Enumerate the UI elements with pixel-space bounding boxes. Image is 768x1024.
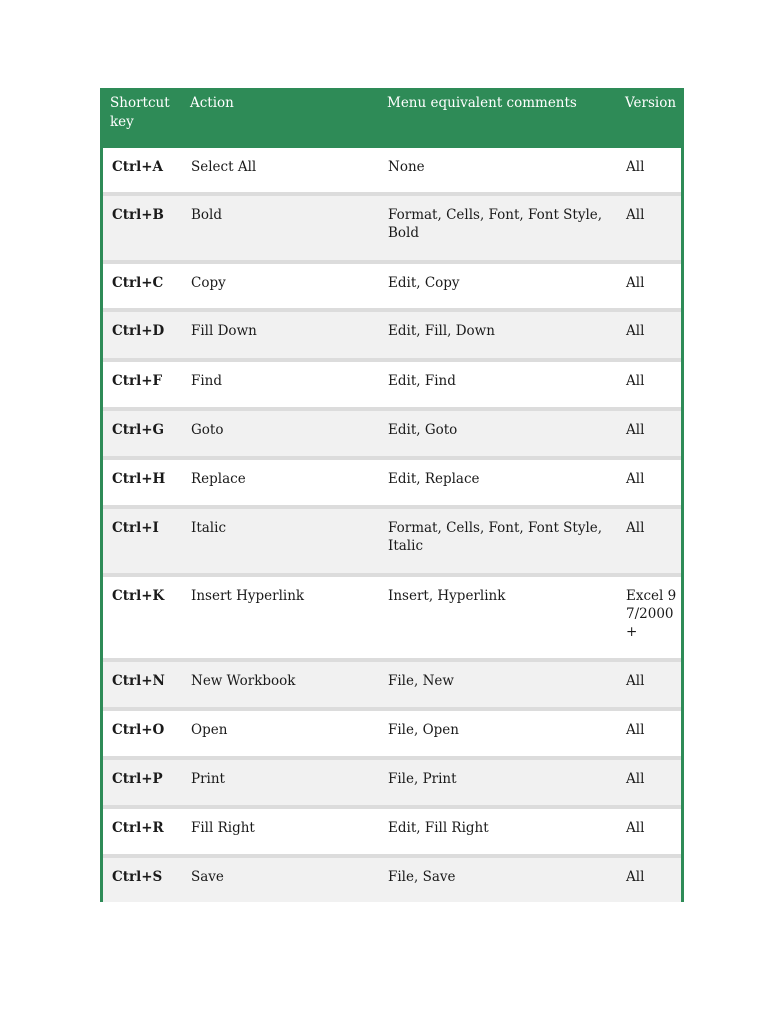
shortcut-key-cell: Ctrl+K [112, 588, 165, 604]
shortcut-key-cell: Ctrl+B [112, 207, 164, 223]
table-row [103, 312, 681, 362]
menu-cell: File, Print [388, 771, 457, 787]
action-cell: New Workbook [191, 673, 296, 689]
table-row [103, 577, 681, 662]
table-row [103, 662, 681, 711]
action-cell: Print [191, 771, 225, 787]
menu-cell: File, Save [388, 869, 456, 885]
shortcut-key-cell: Ctrl+I [112, 520, 159, 536]
action-cell: Open [191, 722, 228, 738]
action-cell: Goto [191, 422, 224, 438]
action-cell: Select All [191, 159, 257, 175]
shortcut-key-cell: Ctrl+F [112, 373, 163, 389]
menu-cell: Edit, Find [388, 373, 456, 389]
version-cell: All [626, 520, 645, 536]
shortcut-key-cell: Ctrl+R [112, 820, 164, 836]
menu-cell: Format, Cells, Font, Font Style, Italic [388, 520, 603, 554]
header-shortcut-key: Shortcut key [110, 95, 170, 130]
menu-cell: File, Open [388, 722, 459, 738]
menu-cell: None [388, 159, 425, 175]
version-cell: All [626, 673, 645, 689]
shortcut-key-cell: Ctrl+A [112, 159, 164, 175]
version-cell: All [626, 471, 645, 487]
action-cell: Italic [191, 520, 227, 536]
menu-cell: Edit, Copy [388, 275, 460, 291]
table-row [103, 760, 681, 809]
shortcut-key-cell: Ctrl+N [112, 673, 165, 689]
table-row [103, 264, 681, 312]
version-cell: All [626, 869, 645, 885]
shortcut-key-cell: Ctrl+C [112, 275, 164, 291]
action-cell: Fill Right [191, 820, 255, 836]
version-cell: All [626, 820, 645, 836]
version-cell: All [626, 771, 645, 787]
shortcut-key-cell: Ctrl+O [112, 722, 165, 738]
table-row [103, 809, 681, 858]
table-header [100, 88, 684, 148]
shortcut-key-cell: Ctrl+H [112, 471, 166, 487]
version-cell: All [626, 323, 645, 339]
action-cell: Save [191, 869, 224, 885]
table-row [103, 362, 681, 411]
menu-cell: Edit, Replace [388, 471, 480, 487]
action-cell: Fill Down [191, 323, 257, 339]
version-cell: All [626, 373, 645, 389]
action-cell: Replace [191, 471, 246, 487]
menu-cell: Edit, Fill, Down [388, 323, 495, 339]
table-row [103, 196, 681, 264]
action-cell: Copy [191, 275, 226, 291]
table-row [103, 509, 681, 577]
menu-cell: Format, Cells, Font, Font Style, Bold [388, 207, 603, 241]
header-version: Version [625, 95, 677, 111]
shortcut-key-cell: Ctrl+S [112, 869, 163, 885]
action-cell: Insert Hyperlink [191, 588, 305, 604]
table-row [103, 148, 681, 196]
table-row [103, 460, 681, 509]
table-row [103, 711, 681, 760]
action-cell: Bold [191, 207, 223, 223]
shortcut-key-cell: Ctrl+D [112, 323, 165, 339]
shortcut-key-cell: Ctrl+G [112, 422, 165, 438]
version-cell: All [626, 722, 645, 738]
version-cell: All [626, 207, 645, 223]
table-row [103, 411, 681, 460]
menu-cell: Edit, Goto [388, 422, 458, 438]
table-row [103, 858, 681, 902]
version-cell: All [626, 422, 645, 438]
table-body [103, 148, 681, 902]
shortcut-table [100, 88, 684, 902]
header-menu-equivalent: Menu equivalent comments [387, 95, 577, 111]
version-cell: All [626, 275, 645, 291]
action-cell: Find [191, 373, 223, 389]
shortcut-key-cell: Ctrl+P [112, 771, 163, 787]
version-cell: All [626, 159, 645, 175]
header-action: Action [190, 95, 234, 111]
menu-cell: Edit, Fill Right [388, 820, 489, 836]
menu-cell: Insert, Hyperlink [388, 588, 506, 604]
menu-cell: File, New [388, 673, 454, 689]
version-cell: Excel 97/2000+ [626, 588, 677, 640]
